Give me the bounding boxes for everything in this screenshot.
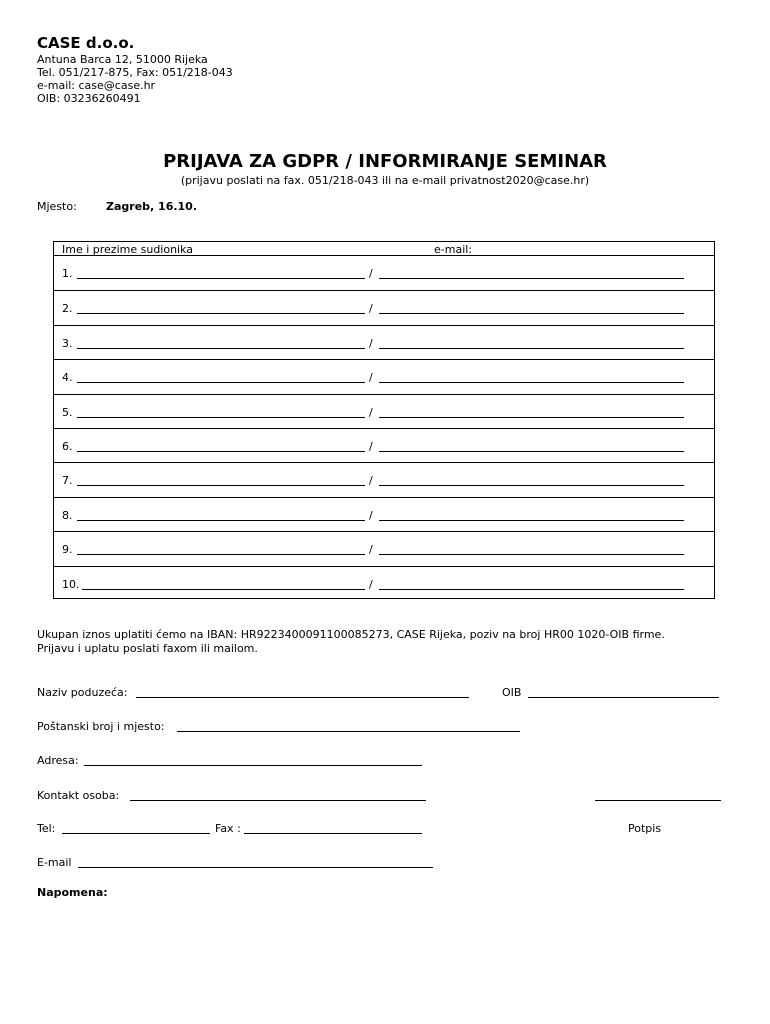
row-number: 1. [62,267,73,280]
row-separator: / [369,371,373,385]
row-separator: / [369,543,373,557]
participant-email-field[interactable] [379,382,684,383]
participant-email-field[interactable] [379,554,684,555]
participants-table [53,241,715,599]
signature-line[interactable] [595,800,721,801]
table-row [54,290,714,325]
participant-email-field[interactable] [379,451,684,452]
row-number: 4. [62,371,73,385]
row-separator: / [369,336,373,350]
participant-email-field[interactable] [379,348,684,349]
company-name-label: Naziv poduzeća: [37,686,128,699]
row-number: 3. [62,336,73,350]
column-header-name: Ime i prezime sudionika [62,243,194,256]
participant-email-field[interactable] [379,417,684,418]
row-separator: / [369,302,373,316]
participant-name-field[interactable] [77,382,365,383]
email-label: E-mail [37,856,72,869]
postal-field[interactable] [177,731,520,732]
row-separator: / [369,267,373,280]
signature-label: Potpis [628,822,662,835]
table-row [54,359,714,394]
table-row [54,531,714,566]
row-separator: / [369,508,373,522]
company-email: e-mail: case@case.hr [37,79,156,92]
table-row [54,394,714,429]
company-name-field[interactable] [136,697,469,698]
page-title: PRIJAVA ZA GDPR / INFORMIRANJE SEMINAR [163,151,607,172]
row-separator: / [369,440,373,453]
table-row [54,325,714,360]
row-number: 6. [62,440,73,453]
participant-email-field[interactable] [379,485,684,486]
row-number: 8. [62,508,73,522]
participant-name-field[interactable] [77,451,365,452]
participant-name-field[interactable] [77,485,365,486]
row-separator: / [369,577,373,591]
company-address: Antuna Barca 12, 51000 Rijeka [37,53,208,66]
participant-name-field[interactable] [77,554,365,555]
participant-name-field[interactable] [77,313,365,314]
fax-label: Fax : [215,822,241,835]
table-row [54,497,714,532]
oib-field[interactable] [528,697,719,698]
tel-field[interactable] [62,833,210,834]
payment-info: Ukupan iznos uplatiti ćemo na IBAN: HR9223400091100085273, CASE Rijeka, poziv na broj HR00 1020-OIB firme. [37,628,665,641]
payment-instructions: Prijavu i uplatu poslati faxom ili mailom. [37,642,258,655]
contact-label: Kontakt osoba: [37,789,120,802]
row-number: 2. [62,302,73,316]
contact-field[interactable] [130,800,426,801]
place-value: Zagreb, 16.10. [106,200,198,213]
participant-name-field[interactable] [77,278,365,279]
fax-field[interactable] [244,833,422,834]
company-phone: Tel. 051/217-875, Fax: 051/218-043 [37,66,233,79]
company-name: CASE d.o.o. [37,34,135,52]
address-label: Adresa: [37,754,79,767]
row-number: 5. [62,405,73,419]
participant-email-field[interactable] [379,313,684,314]
table-row [54,566,714,601]
row-number: 7. [62,474,73,488]
participant-email-field[interactable] [379,589,684,590]
email-field[interactable] [78,867,433,868]
address-field[interactable] [84,765,422,766]
column-header-email: e-mail: [434,243,473,256]
participant-name-field[interactable] [82,589,365,590]
postal-label: Poštanski broj i mjesto: [37,720,165,733]
row-separator: / [369,405,373,419]
table-row [54,462,714,497]
tel-label: Tel: [37,822,56,835]
participant-name-field[interactable] [77,348,365,349]
page-subtitle: (prijavu poslati na fax. 051/218-043 ili na e-mail privatnost2020@case.hr) [180,174,590,187]
place-label: Mjesto: [37,200,77,213]
row-number: 9. [62,543,73,557]
table-header [54,242,714,256]
company-oib: OIB: 03236260491 [37,92,141,105]
participant-name-field[interactable] [77,417,365,418]
participant-email-field[interactable] [379,278,684,279]
row-number: 10. [62,577,80,591]
participant-email-field[interactable] [379,520,684,521]
oib-label: OIB [502,686,522,699]
table-row [54,256,714,291]
table-row [54,428,714,463]
participant-name-field[interactable] [77,520,365,521]
note-label: Napomena: [37,886,108,899]
row-separator: / [369,474,373,488]
